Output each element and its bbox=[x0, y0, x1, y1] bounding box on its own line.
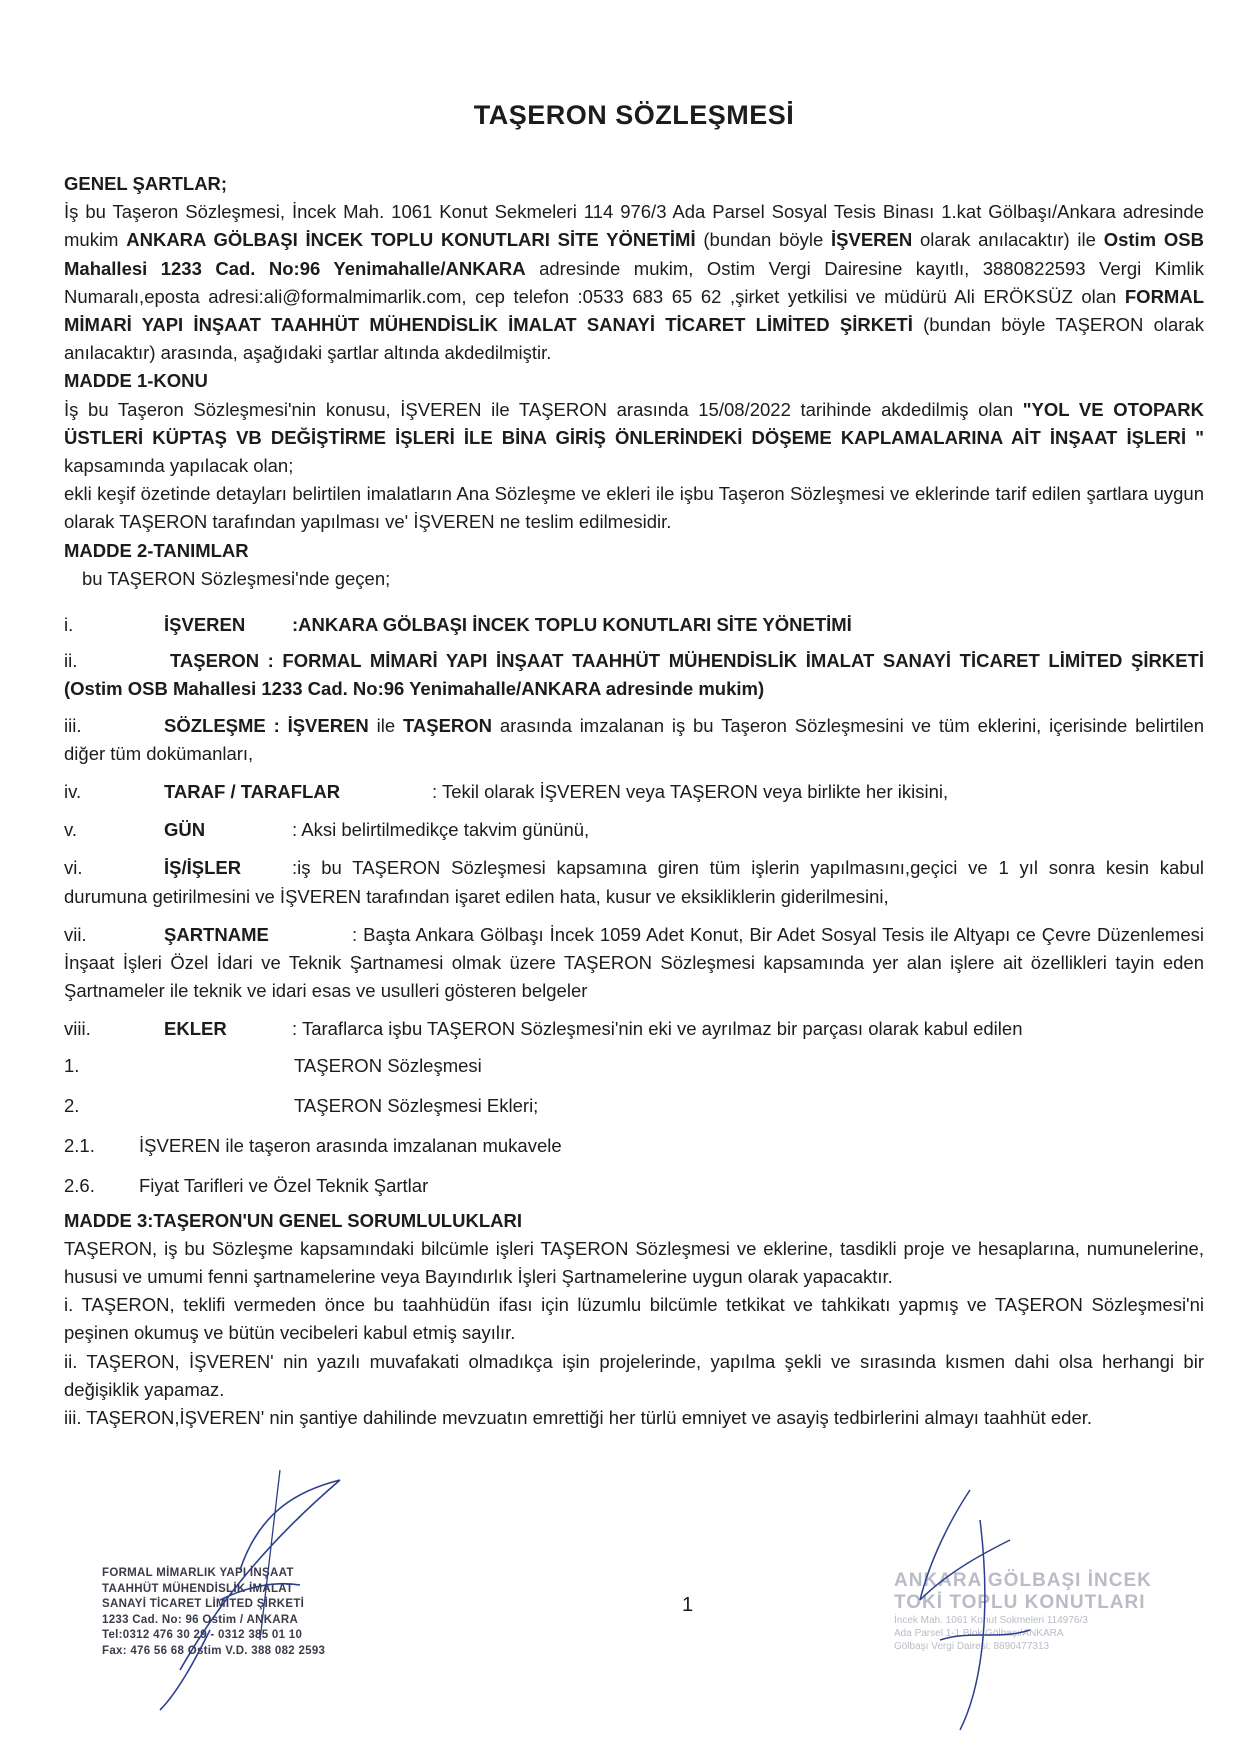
text-span: adresinde mukim, Ostim Vergi Dairesine kayıtlı, 3880822593 Vergi Kimlik Numaralı,eposta adresi:ali@formalmimarlik.com, cep telefon :0533 683 65 62 ,şirket yetkilisi ve müdürü Ali ERÖKSÜZ olan bbox=[64, 257, 1204, 307]
def-term: İŞVEREN bbox=[287, 714, 369, 736]
def-number: v. bbox=[64, 819, 78, 841]
attachment-item-2 bbox=[64, 1092, 1204, 1120]
list-text: İŞVEREN ile taşeron arasında imzalanan mukavele bbox=[139, 1135, 562, 1157]
def-number: iv. bbox=[64, 781, 82, 803]
def-text: : Taraflarca işbu TAŞERON Sözleşmesi'nin eki ve ayrılmaz bir parçası olarak kabul edilen bbox=[292, 1018, 1023, 1040]
stamp-line: Tel:0312 476 30 29 - 0312 385 01 10 bbox=[102, 1629, 303, 1641]
employer-term: İŞVEREN bbox=[831, 229, 913, 251]
section-heading-madde2: MADDE 2-TANIMLAR bbox=[64, 539, 249, 561]
def-term: ŞARTNAME bbox=[164, 923, 269, 945]
def-text: : Başta Ankara Gölbaşı İncek 1059 Adet Konut, Bir Adet Sosyal Tesis ile Altyapı ce Çevre Düzenlemesi İnşaat İşleri Özel İdari ve Teknik Şartnamesi olmak üzere TAŞERON Sözleşmesi kapsamında yer alan işlere ait özellikleri tayin eden Şartnameler ile teknik ve idari esas ve usulleri gösteren belgeler bbox=[64, 923, 1204, 1002]
list-number: 2.1. bbox=[64, 1135, 95, 1157]
list-text: Fiyat Tarifleri ve Özel Teknik Şartlar bbox=[139, 1175, 429, 1197]
attachment-item-1 bbox=[64, 1052, 1204, 1080]
stamp-line: TOKİ TOPLU KONUTLARI bbox=[894, 1592, 1146, 1613]
definition-vii bbox=[64, 921, 1204, 1006]
definition-ii bbox=[64, 647, 1204, 703]
def-number: iii. bbox=[64, 714, 82, 736]
employer-name: ANKARA GÖLBAŞI İNCEK TOPLU KONUTLARI SİTE YÖNETİMİ bbox=[126, 229, 696, 251]
def-number: ii. bbox=[64, 650, 78, 672]
stamp-line: Ada Parsel 1-1 Blok Gölbaşı/ANKARA bbox=[894, 1628, 1064, 1639]
general-paragraph bbox=[64, 198, 1204, 367]
stamp-line: 1233 Cad. No: 96 Ostim / ANKARA bbox=[102, 1613, 299, 1626]
def-term: EKLER bbox=[164, 1018, 227, 1040]
def-term: İŞ/İŞLER bbox=[164, 857, 242, 879]
def-number: i. bbox=[64, 614, 74, 636]
contractor-name: FORMAL MİMARİ YAPI İNŞAAT TAAHHÜT MÜHENDİSLİK İMALAT SANAYİ TİCARET LİMİTED ŞİRKETİ bbox=[64, 285, 1204, 336]
def-text: arasında imzalanan iş bu Taşeron Sözleşmesini ve tüm eklerini, içerisinde belirtilen diğer tüm dokümanları, bbox=[64, 714, 1205, 764]
contractor-address: Ostim OSB Mahallesi 1233 Cad. No:96 Yenimahalle/ANKARA bbox=[64, 229, 1204, 279]
def-number: vii. bbox=[64, 923, 87, 945]
madde3-paragraph: TAŞERON, iş bu Sözleşme kapsamındaki bilcümle işleri TAŞERON Sözleşmesi ve eklerine, tasdikli proje ve hesaplarına, numunelerine, hususi ve umumi fenni şartnamelerine veya Bayındırlık İşleri Şartnamelerine uygun olarak yapacaktır. bbox=[64, 1237, 1204, 1287]
stamp-line: Fax: 476 56 68 Ostim V.D. 388 082 2593 bbox=[102, 1644, 326, 1657]
definition-i bbox=[64, 611, 1204, 639]
document-title: TAŞERON SÖZLEŞMESİ bbox=[473, 100, 795, 130]
section-heading-madde1: MADDE 1-KONU bbox=[64, 370, 208, 392]
text-span: İş bu Taşeron Sözleşmesi'nin konusu, İŞVEREN ile TAŞERON arasında 15/08/2022 tarihinde akdedilmiş olan bbox=[64, 398, 1023, 420]
madde3-item-i: i. TAŞERON, teklifi vermeden önce bu taahhüdün ifası için lüzumlu bilcümle tetkikat ve tahkikatı yapmış ve TAŞERON Sözleşmesi'ni peşinen okumuş ve bütün vecibeleri kabul etmiş sayılır. bbox=[64, 1294, 1204, 1344]
stamp-line: SANAYİ TİCARET LİMİTED ŞİRKETİ bbox=[102, 1598, 305, 1610]
def-number: vi. bbox=[64, 857, 83, 879]
definition-iv bbox=[64, 778, 1204, 806]
stamp-line: FORMAL MİMARLIK YAPI İNŞAAT bbox=[102, 1567, 294, 1579]
attachment-item-2-6 bbox=[64, 1172, 1204, 1200]
text-span: (bundan böyle TAŞERON olarak anılacaktır) arasında, aşağıdaki şartlar altında akdedilmiştir. bbox=[64, 314, 1204, 364]
stamp-line: TAAHHÜT MÜHENDİSLİK İMALAT bbox=[102, 1582, 294, 1595]
def-text: :iş bu TAŞERON Sözleşmesi kapsamına giren tüm işlerin yapılmasını,geçici ve 1 yıl sonra kesin kabul durumuna getirilmesini ve İŞVEREN tarafından işaret edilen hata, kusur ve eksikliklerin giderilmesini, bbox=[64, 857, 1204, 907]
def-term: TARAF / TARAFLAR bbox=[164, 781, 341, 803]
list-number: 2.6. bbox=[64, 1175, 95, 1197]
def-text: :ANKARA GÖLBAŞI İNCEK TOPLU KONUTLARI SİTE YÖNETİMİ bbox=[292, 614, 852, 636]
stamp-line: İncek Mah. 1061 Konut Sokmeleri 114976/3 bbox=[894, 1615, 1088, 1626]
page-number: 1 bbox=[682, 1594, 694, 1616]
section-heading-general: GENEL ŞARTLAR; bbox=[64, 173, 228, 194]
text-span: ile bbox=[368, 714, 403, 736]
stamp-line: Gölbaşı Vergi Dairesi: 8890477313 bbox=[894, 1641, 1050, 1652]
def-text: : Tekil olarak İŞVEREN veya TAŞERON veya birlikte her ikisini, bbox=[432, 781, 949, 803]
text-span: İş bu Taşeron Sözleşmesi, İncek Mah. 1061 Konut Sekmeleri 114 976/3 Ada Parsel Sosyal Tesis Binası 1.kat Gölbaşı/Ankara adresinde mukim bbox=[64, 201, 1204, 251]
madde1-paragraph bbox=[64, 396, 1204, 481]
section-heading-madde3: MADDE 3:TAŞERON'UN GENEL SORUMLULUKLARI bbox=[64, 1209, 522, 1231]
definition-iii bbox=[64, 712, 1204, 768]
list-number: 2. bbox=[64, 1094, 80, 1116]
def-term: GÜN bbox=[164, 819, 206, 841]
document-body bbox=[64, 170, 1204, 1432]
madde1-paragraph-2: ekli keşif özetinde detayları belirtilen imalatların Ana Sözleşme ve ekleri ile işbu Taşeron Sözleşmesi ve eklerinde tarif edilen şartlara uygun olarak TAŞERON tarafından yapılması ve' İŞVEREN ne teslim edilmesidir. bbox=[64, 483, 1204, 533]
attachment-item-2-1 bbox=[64, 1132, 1204, 1160]
contractor-signature bbox=[100, 1450, 400, 1730]
list-text: TAŞERON Sözleşmesi bbox=[294, 1054, 482, 1076]
text-span: kapsamında yapılacak olan; bbox=[64, 455, 294, 477]
definition-v bbox=[64, 816, 1204, 844]
text-span: olarak anılacaktır) ile bbox=[912, 229, 1104, 251]
work-title: "YOL VE OTOPARK ÜSTLERİ KÜPTAŞ VB DEĞİŞTİRME İŞLERİ İLE BİNA GİRİŞ ÖNLERİNDEKİ DÖŞEME KAPLAMALARINA AİT İNŞAAT İŞLERİ " bbox=[64, 398, 1205, 448]
def-text: : Aksi belirtilmedikçe takvim gününü, bbox=[292, 819, 590, 841]
madde2-intro: bu TAŞERON Sözleşmesi'nde geçen; bbox=[82, 567, 391, 589]
def-term: TAŞERON bbox=[402, 714, 493, 736]
stamp-line: ANKARA GÖLBAŞI İNCEK bbox=[894, 1570, 1152, 1591]
list-text: TAŞERON Sözleşmesi Ekleri; bbox=[294, 1094, 539, 1116]
madde3-item-ii: ii. TAŞERON, İŞVEREN' nin yazılı muvafakati olmadıkça işin projelerinde, yapılma şekli ve sırasında kısmen dahi olsa herhangi bir değişiklik yapamaz. bbox=[64, 1350, 1204, 1400]
madde3-item-iii: iii. TAŞERON,İŞVEREN' nin şantiye dahilinde mevzuatın emrettiği her türlü emniyet ve asayiş tedbirlerini almayı taahhüt eder. bbox=[64, 1406, 1093, 1428]
def-number: viii. bbox=[64, 1018, 91, 1040]
text-span: (bundan böyle bbox=[695, 229, 832, 251]
employer-signature bbox=[880, 1480, 1080, 1740]
definition-vi bbox=[64, 854, 1204, 910]
list-number: 1. bbox=[64, 1054, 80, 1076]
def-term: SÖZLEŞME : bbox=[164, 714, 280, 736]
definition-viii bbox=[64, 1015, 1204, 1043]
def-term: İŞVEREN bbox=[164, 614, 246, 636]
def-text: TAŞERON : FORMAL MİMARİ YAPI İNŞAAT TAAHHÜT MÜHENDİSLİK İMALAT SANAYİ TİCARET LİMİTED ŞİRKETİ (Ostim OSB Mahallesi 1233 Cad. No:96 Yenimahalle/ANKARA adresinde mukim) bbox=[64, 650, 1204, 700]
